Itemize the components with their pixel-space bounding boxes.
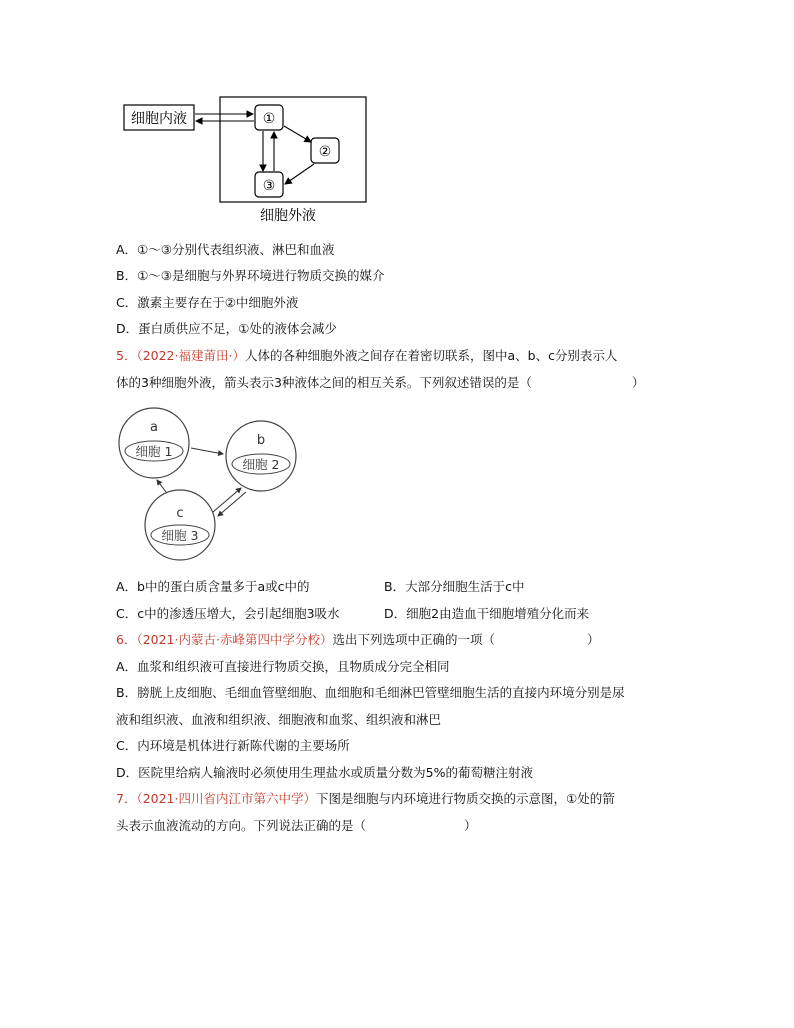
q5-stem-1: 人体的各种细胞外液之间存在着密切联系，图中a、b、c分别表示人 (244, 348, 618, 363)
circle-c-letter: c (176, 506, 184, 521)
circle-b (226, 421, 296, 491)
q5-stem-line1 (116, 347, 617, 365)
q6-option-d: D．医院里给病人输液时必须使用生理盐水或质量分数为5%的葡萄糖注射液 (116, 765, 533, 780)
arrow-2-to-3 (285, 164, 314, 184)
figure-abc-fluids (116, 402, 326, 572)
q5-option-a: A．b中的蛋白质含量多于a或c中的 (116, 579, 310, 594)
figure-extracellular-fluid-diagram (118, 92, 378, 227)
q6-source: （2021·内蒙古·赤峰第四中学分校） (136, 632, 333, 647)
q6-stem-line (116, 631, 600, 649)
q6-option-b-line1: B．膀胱上皮细胞、毛细血管壁细胞、血细胞和毛细淋巴管壁细胞生活的直接内环境分别是尿 (116, 685, 625, 700)
q6-option-c: C．内环境是机体进行新陈代谢的主要场所 (116, 738, 350, 753)
q4-option-d: D．蛋白质供应不足，①处的液体会减少 (116, 321, 337, 336)
q5-number: 5． (116, 348, 137, 363)
arrow-c-to-a (157, 480, 166, 492)
q5-option-d: D．细胞2由造血干细胞增殖分化而来 (384, 606, 590, 621)
q5-option-c: C．c中的渗透压增大，会引起细胞3吸水 (116, 606, 340, 621)
node-2-label: ② (318, 144, 332, 160)
q6-number: 6． (116, 632, 137, 647)
q4-option-c: C．激素主要存在于②中细胞外液 (116, 295, 299, 310)
q6-option-b-line2: 液和组织液、血液和组织液、细胞液和血浆、组织液和淋巴 (116, 712, 442, 727)
q5-option-b: B．大部分细胞生活于c中 (384, 579, 525, 594)
cell-1-label: 细胞 1 (135, 444, 173, 459)
q7-close-paren: ） (464, 818, 477, 833)
q5-close-paren: ） (631, 375, 645, 390)
q7-stem-2: 头表示血液流动的方向。下列说法正确的是（ (116, 818, 367, 833)
q5-stem-line2 (116, 374, 644, 392)
q6-option-a: A．血浆和组织液可直接进行物质交换，且物质成分完全相同 (116, 659, 450, 674)
q5-stem-2: 体的3种细胞外液，箭头表示3种液体之间的相互关系。下列叙述错误的是（ (116, 375, 532, 390)
q5-source: （2022·福建莆田·） (136, 348, 245, 363)
extracellular-label: 细胞外液 (260, 208, 316, 224)
q4-option-b: B．①～③是细胞与外界环境进行物质交换的媒介 (116, 268, 385, 283)
intracellular-label: 细胞内液 (131, 111, 187, 127)
cell-3-label: 细胞 3 (161, 528, 199, 543)
q6-close-paren: ） (586, 632, 600, 647)
cell-2-label: 细胞 2 (242, 457, 280, 472)
node-3-label: ③ (262, 178, 276, 194)
circle-a (119, 408, 189, 478)
extracellular-box (220, 97, 366, 202)
q6-stem: 选出下列选项中正确的一项（ (332, 632, 495, 647)
q7-number: 7． (116, 791, 137, 806)
q7-stem-line2 (116, 817, 477, 835)
arrow-1-to-2 (284, 126, 311, 142)
arrow-a-to-b (191, 448, 223, 454)
q7-source: （2021·四川省内江市第六中学） (136, 791, 316, 806)
node-1-label: ① (262, 111, 276, 127)
q7-stem-line1 (116, 790, 615, 808)
q7-stem-1: 下图是细胞与内环境进行物质交换的示意图，①处的箭 (316, 791, 615, 806)
q4-option-a: A．①～③分别代表组织液、淋巴和血液 (116, 242, 335, 257)
circle-a-letter: a (150, 420, 158, 435)
circle-b-letter: b (256, 433, 266, 448)
